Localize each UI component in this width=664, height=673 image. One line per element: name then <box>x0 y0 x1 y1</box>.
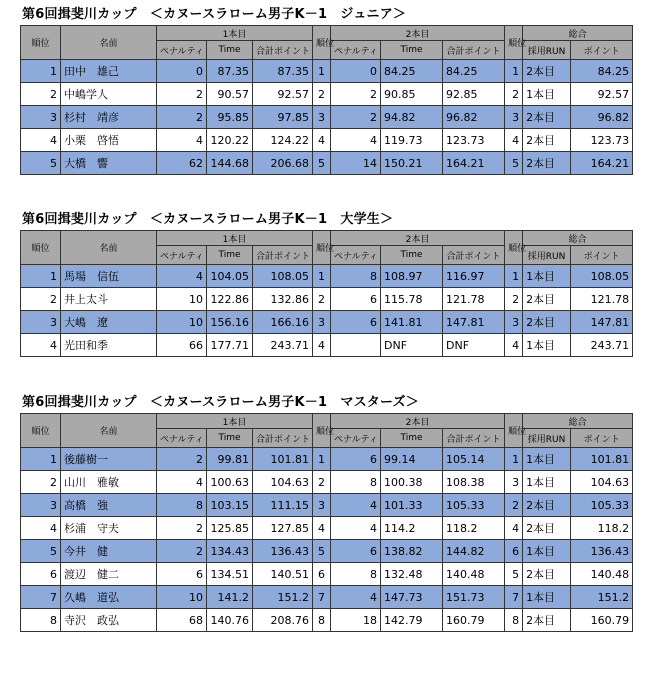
final-point-cell: 123.73 <box>571 129 633 152</box>
header-run2: 2本目 <box>331 231 505 246</box>
run2-time-cell: 142.79 <box>381 609 443 632</box>
header-run1: 1本目 <box>157 26 313 41</box>
table-row <box>21 609 633 632</box>
adopted-run-cell: 1本目 <box>523 540 571 563</box>
run1-time-cell: 120.22 <box>207 129 253 152</box>
table-row <box>21 586 633 609</box>
name-cell: 高橋 強 <box>61 494 157 517</box>
header-point: ポイント <box>571 41 633 60</box>
run1-rank-cell: 4 <box>313 517 331 540</box>
run1-points-cell: 136.43 <box>253 540 313 563</box>
name-cell: 光田和季 <box>61 334 157 357</box>
name-cell: 小栗 啓悟 <box>61 129 157 152</box>
run1-points-cell: 92.57 <box>253 83 313 106</box>
table-row <box>21 334 633 357</box>
header-group-row <box>21 26 633 41</box>
run2-time-cell: 115.78 <box>381 288 443 311</box>
rank-cell: 2 <box>21 288 61 311</box>
run2-points-cell: 123.73 <box>443 129 505 152</box>
run1-points-cell: 132.86 <box>253 288 313 311</box>
run2-penalty-cell: 6 <box>331 311 381 334</box>
run1-rank-cell: 4 <box>313 129 331 152</box>
table-row <box>21 540 633 563</box>
section-title: 第6回揖斐川カップ ＜カヌースラローム男子K－1 マスターズ＞ <box>22 395 419 410</box>
run1-rank-cell: 8 <box>313 609 331 632</box>
run1-time-cell: 125.85 <box>207 517 253 540</box>
run2-rank-cell: 1 <box>505 448 523 471</box>
final-point-cell: 243.71 <box>571 334 633 357</box>
header-run1-penalty: ペナルティ <box>157 246 207 265</box>
run1-penalty-cell: 8 <box>157 494 207 517</box>
header-rank: 順位 <box>21 26 61 60</box>
table-row <box>21 152 633 175</box>
final-point-cell: 147.81 <box>571 311 633 334</box>
header-run2-points: 合計ポイント <box>443 429 505 448</box>
run1-time-cell: 95.85 <box>207 106 253 129</box>
run1-penalty-cell: 62 <box>157 152 207 175</box>
rank-cell: 5 <box>21 152 61 175</box>
rank-cell: 6 <box>21 563 61 586</box>
final-point-cell: 104.63 <box>571 471 633 494</box>
final-point-cell: 105.33 <box>571 494 633 517</box>
adopted-run-cell: 2本目 <box>523 609 571 632</box>
run1-points-cell: 140.51 <box>253 563 313 586</box>
name-cell: 久嶋 道弘 <box>61 586 157 609</box>
final-point-cell: 160.79 <box>571 609 633 632</box>
run2-rank-cell: 3 <box>505 311 523 334</box>
run2-time-cell: 147.73 <box>381 586 443 609</box>
run2-penalty-cell: 2 <box>331 83 381 106</box>
header-run2-penalty: ペナルティ <box>331 246 381 265</box>
run2-points-cell: 147.81 <box>443 311 505 334</box>
final-point-cell: 136.43 <box>571 540 633 563</box>
name-cell: 山川 雅敏 <box>61 471 157 494</box>
final-point-cell: 108.05 <box>571 265 633 288</box>
header-adopted-run: 採用RUN <box>523 429 571 448</box>
name-cell: 井上太斗 <box>61 288 157 311</box>
run1-time-cell: 99.81 <box>207 448 253 471</box>
run2-penalty-cell: 6 <box>331 288 381 311</box>
run2-rank-cell: 4 <box>505 517 523 540</box>
run2-time-cell: DNF <box>381 334 443 357</box>
run2-rank-cell: 7 <box>505 586 523 609</box>
run2-rank-cell: 2 <box>505 288 523 311</box>
run1-rank-cell: 1 <box>313 448 331 471</box>
header-adopted-run: 採用RUN <box>523 246 571 265</box>
run2-penalty-cell: 8 <box>331 265 381 288</box>
header-run2: 2本目 <box>331 414 505 429</box>
run1-penalty-cell: 4 <box>157 471 207 494</box>
table-row <box>21 106 633 129</box>
section-title: 第6回揖斐川カップ ＜カヌースラローム男子K－1 大学生＞ <box>22 212 394 227</box>
run1-penalty-cell: 2 <box>157 106 207 129</box>
adopted-run-cell: 2本目 <box>523 106 571 129</box>
name-cell: 今井 健 <box>61 540 157 563</box>
final-point-cell: 84.25 <box>571 60 633 83</box>
run1-points-cell: 111.15 <box>253 494 313 517</box>
run1-time-cell: 90.57 <box>207 83 253 106</box>
header-run1-rank: 順位 <box>313 414 331 448</box>
run1-penalty-cell: 2 <box>157 448 207 471</box>
run1-rank-cell: 5 <box>313 540 331 563</box>
adopted-run-cell: 2本目 <box>523 288 571 311</box>
rank-cell: 3 <box>21 494 61 517</box>
run2-penalty-cell: 0 <box>331 60 381 83</box>
final-point-cell: 92.57 <box>571 83 633 106</box>
header-run1-time: Time <box>207 429 253 448</box>
adopted-run-cell: 1本目 <box>523 334 571 357</box>
run1-penalty-cell: 2 <box>157 540 207 563</box>
run2-penalty-cell: 2 <box>331 106 381 129</box>
header-run2-rank: 順位 <box>505 414 523 448</box>
run2-penalty-cell: 6 <box>331 448 381 471</box>
final-point-cell: 140.48 <box>571 563 633 586</box>
header-run2-time: Time <box>381 246 443 265</box>
run2-time-cell: 100.38 <box>381 471 443 494</box>
final-point-cell: 151.2 <box>571 586 633 609</box>
run2-penalty-cell: 4 <box>331 586 381 609</box>
run2-points-cell: 84.25 <box>443 60 505 83</box>
run1-points-cell: 87.35 <box>253 60 313 83</box>
run2-points-cell: 96.82 <box>443 106 505 129</box>
table-row <box>21 448 633 471</box>
run1-time-cell: 122.86 <box>207 288 253 311</box>
run1-time-cell: 140.76 <box>207 609 253 632</box>
table-row <box>21 288 633 311</box>
run2-rank-cell: 3 <box>505 471 523 494</box>
run1-penalty-cell: 66 <box>157 334 207 357</box>
run1-penalty-cell: 6 <box>157 563 207 586</box>
adopted-run-cell: 2本目 <box>523 311 571 334</box>
name-cell: 大橋 響 <box>61 152 157 175</box>
run2-penalty-cell <box>331 334 381 357</box>
results-table <box>20 230 633 357</box>
run2-points-cell: 116.97 <box>443 265 505 288</box>
run1-rank-cell: 3 <box>313 494 331 517</box>
run2-penalty-cell: 6 <box>331 540 381 563</box>
run2-time-cell: 108.97 <box>381 265 443 288</box>
rank-cell: 2 <box>21 471 61 494</box>
run2-time-cell: 150.21 <box>381 152 443 175</box>
run2-points-cell: 151.73 <box>443 586 505 609</box>
run2-rank-cell: 2 <box>505 494 523 517</box>
header-run2-points: 合計ポイント <box>443 41 505 60</box>
run2-points-cell: 160.79 <box>443 609 505 632</box>
run2-penalty-cell: 18 <box>331 609 381 632</box>
run1-penalty-cell: 10 <box>157 311 207 334</box>
run2-points-cell: 164.21 <box>443 152 505 175</box>
run2-points-cell: 118.2 <box>443 517 505 540</box>
adopted-run-cell: 2本目 <box>523 60 571 83</box>
run1-points-cell: 124.22 <box>253 129 313 152</box>
run1-time-cell: 100.63 <box>207 471 253 494</box>
run1-points-cell: 101.81 <box>253 448 313 471</box>
adopted-run-cell: 1本目 <box>523 586 571 609</box>
header-name: 名前 <box>61 231 157 265</box>
rank-cell: 3 <box>21 106 61 129</box>
run2-points-cell: 105.33 <box>443 494 505 517</box>
run2-time-cell: 132.48 <box>381 563 443 586</box>
rank-cell: 2 <box>21 83 61 106</box>
header-point: ポイント <box>571 246 633 265</box>
header-run2-time: Time <box>381 429 443 448</box>
run2-penalty-cell: 4 <box>331 517 381 540</box>
run1-rank-cell: 1 <box>313 265 331 288</box>
final-point-cell: 121.78 <box>571 288 633 311</box>
run2-rank-cell: 2 <box>505 83 523 106</box>
run1-points-cell: 108.05 <box>253 265 313 288</box>
run1-rank-cell: 5 <box>313 152 331 175</box>
table-row <box>21 129 633 152</box>
run2-rank-cell: 5 <box>505 563 523 586</box>
run2-time-cell: 141.81 <box>381 311 443 334</box>
run1-penalty-cell: 2 <box>157 83 207 106</box>
run2-time-cell: 90.85 <box>381 83 443 106</box>
run1-rank-cell: 2 <box>313 471 331 494</box>
run1-time-cell: 104.05 <box>207 265 253 288</box>
run1-rank-cell: 1 <box>313 60 331 83</box>
run2-points-cell: 108.38 <box>443 471 505 494</box>
run2-rank-cell: 3 <box>505 106 523 129</box>
header-adopted-run: 採用RUN <box>523 41 571 60</box>
rank-cell: 7 <box>21 586 61 609</box>
rank-cell: 4 <box>21 334 61 357</box>
final-point-cell: 96.82 <box>571 106 633 129</box>
run2-rank-cell: 8 <box>505 609 523 632</box>
run2-points-cell: 140.48 <box>443 563 505 586</box>
run1-points-cell: 243.71 <box>253 334 313 357</box>
run1-points-cell: 151.2 <box>253 586 313 609</box>
run1-rank-cell: 4 <box>313 334 331 357</box>
header-run1-points: 合計ポイント <box>253 429 313 448</box>
run1-penalty-cell: 68 <box>157 609 207 632</box>
table-row <box>21 60 633 83</box>
run2-rank-cell: 6 <box>505 540 523 563</box>
run1-rank-cell: 6 <box>313 563 331 586</box>
adopted-run-cell: 1本目 <box>523 471 571 494</box>
adopted-run-cell: 2本目 <box>523 129 571 152</box>
rank-cell: 1 <box>21 60 61 83</box>
run1-time-cell: 141.2 <box>207 586 253 609</box>
table-row <box>21 517 633 540</box>
name-cell: 渡辺 健二 <box>61 563 157 586</box>
run1-points-cell: 127.85 <box>253 517 313 540</box>
run1-penalty-cell: 4 <box>157 265 207 288</box>
header-group-row <box>21 231 633 246</box>
run1-time-cell: 134.43 <box>207 540 253 563</box>
adopted-run-cell: 1本目 <box>523 265 571 288</box>
adopted-run-cell: 2本目 <box>523 563 571 586</box>
results-table <box>20 413 633 632</box>
header-point: ポイント <box>571 429 633 448</box>
run1-rank-cell: 2 <box>313 288 331 311</box>
rank-cell: 1 <box>21 448 61 471</box>
header-run2-rank: 順位 <box>505 231 523 265</box>
header-run2-time: Time <box>381 41 443 60</box>
run2-points-cell: 144.82 <box>443 540 505 563</box>
header-run2-penalty: ペナルティ <box>331 41 381 60</box>
name-cell: 馬場 信伍 <box>61 265 157 288</box>
header-run1-rank: 順位 <box>313 231 331 265</box>
run2-time-cell: 138.82 <box>381 540 443 563</box>
run2-time-cell: 119.73 <box>381 129 443 152</box>
adopted-run-cell: 2本目 <box>523 152 571 175</box>
run2-rank-cell: 5 <box>505 152 523 175</box>
header-run1: 1本目 <box>157 414 313 429</box>
run2-penalty-cell: 14 <box>331 152 381 175</box>
table-row <box>21 471 633 494</box>
run2-points-cell: 92.85 <box>443 83 505 106</box>
table-row <box>21 265 633 288</box>
run1-points-cell: 104.63 <box>253 471 313 494</box>
header-total: 総合 <box>523 414 633 429</box>
header-run1-penalty: ペナルティ <box>157 429 207 448</box>
run2-rank-cell: 4 <box>505 129 523 152</box>
header-rank: 順位 <box>21 414 61 448</box>
header-run1: 1本目 <box>157 231 313 246</box>
table-row <box>21 494 633 517</box>
header-run1-time: Time <box>207 41 253 60</box>
run1-time-cell: 177.71 <box>207 334 253 357</box>
run2-time-cell: 94.82 <box>381 106 443 129</box>
table-row <box>21 311 633 334</box>
run2-points-cell: 121.78 <box>443 288 505 311</box>
adopted-run-cell: 1本目 <box>523 448 571 471</box>
run1-time-cell: 103.15 <box>207 494 253 517</box>
header-run1-time: Time <box>207 246 253 265</box>
run1-rank-cell: 3 <box>313 106 331 129</box>
run2-penalty-cell: 4 <box>331 129 381 152</box>
header-total: 総合 <box>523 26 633 41</box>
name-cell: 杉村 靖彦 <box>61 106 157 129</box>
rank-cell: 3 <box>21 311 61 334</box>
run2-time-cell: 101.33 <box>381 494 443 517</box>
name-cell: 大嶋 遼 <box>61 311 157 334</box>
table-row <box>21 83 633 106</box>
run2-rank-cell: 4 <box>505 334 523 357</box>
run2-points-cell: 105.14 <box>443 448 505 471</box>
rank-cell: 5 <box>21 540 61 563</box>
run1-time-cell: 144.68 <box>207 152 253 175</box>
adopted-run-cell: 2本目 <box>523 517 571 540</box>
final-point-cell: 118.2 <box>571 517 633 540</box>
header-run2-rank: 順位 <box>505 26 523 60</box>
table-row <box>21 563 633 586</box>
run1-penalty-cell: 2 <box>157 517 207 540</box>
name-cell: 杉浦 守夫 <box>61 517 157 540</box>
run1-rank-cell: 7 <box>313 586 331 609</box>
header-run2-penalty: ペナルティ <box>331 429 381 448</box>
run2-time-cell: 114.2 <box>381 517 443 540</box>
header-run1-penalty: ペナルティ <box>157 41 207 60</box>
run1-penalty-cell: 10 <box>157 586 207 609</box>
run1-penalty-cell: 4 <box>157 129 207 152</box>
rank-cell: 8 <box>21 609 61 632</box>
header-run2-points: 合計ポイント <box>443 246 505 265</box>
run2-rank-cell: 1 <box>505 265 523 288</box>
name-cell: 中嶋学人 <box>61 83 157 106</box>
run1-time-cell: 134.51 <box>207 563 253 586</box>
run2-time-cell: 99.14 <box>381 448 443 471</box>
header-run1-rank: 順位 <box>313 26 331 60</box>
header-rank: 順位 <box>21 231 61 265</box>
run2-rank-cell: 1 <box>505 60 523 83</box>
name-cell: 田中 雄己 <box>61 60 157 83</box>
adopted-run-cell: 2本目 <box>523 494 571 517</box>
run1-points-cell: 166.16 <box>253 311 313 334</box>
run1-rank-cell: 2 <box>313 83 331 106</box>
name-cell: 後藤樹一 <box>61 448 157 471</box>
run2-penalty-cell: 4 <box>331 494 381 517</box>
run1-time-cell: 156.16 <box>207 311 253 334</box>
section-title: 第6回揖斐川カップ ＜カヌースラローム男子K－1 ジュニア＞ <box>22 7 407 22</box>
header-group-row <box>21 414 633 429</box>
name-cell: 寺沢 政弘 <box>61 609 157 632</box>
run1-points-cell: 206.68 <box>253 152 313 175</box>
run2-time-cell: 84.25 <box>381 60 443 83</box>
run1-penalty-cell: 10 <box>157 288 207 311</box>
run1-time-cell: 87.35 <box>207 60 253 83</box>
run1-rank-cell: 3 <box>313 311 331 334</box>
run2-penalty-cell: 8 <box>331 471 381 494</box>
final-point-cell: 164.21 <box>571 152 633 175</box>
adopted-run-cell: 1本目 <box>523 83 571 106</box>
run2-points-cell: DNF <box>443 334 505 357</box>
run2-penalty-cell: 8 <box>331 563 381 586</box>
header-name: 名前 <box>61 26 157 60</box>
rank-cell: 1 <box>21 265 61 288</box>
header-run1-points: 合計ポイント <box>253 246 313 265</box>
results-table <box>20 25 633 175</box>
rank-cell: 4 <box>21 517 61 540</box>
run1-points-cell: 97.85 <box>253 106 313 129</box>
header-total: 総合 <box>523 231 633 246</box>
final-point-cell: 101.81 <box>571 448 633 471</box>
run1-penalty-cell: 0 <box>157 60 207 83</box>
header-run2: 2本目 <box>331 26 505 41</box>
header-run1-points: 合計ポイント <box>253 41 313 60</box>
rank-cell: 4 <box>21 129 61 152</box>
header-name: 名前 <box>61 414 157 448</box>
run1-points-cell: 208.76 <box>253 609 313 632</box>
